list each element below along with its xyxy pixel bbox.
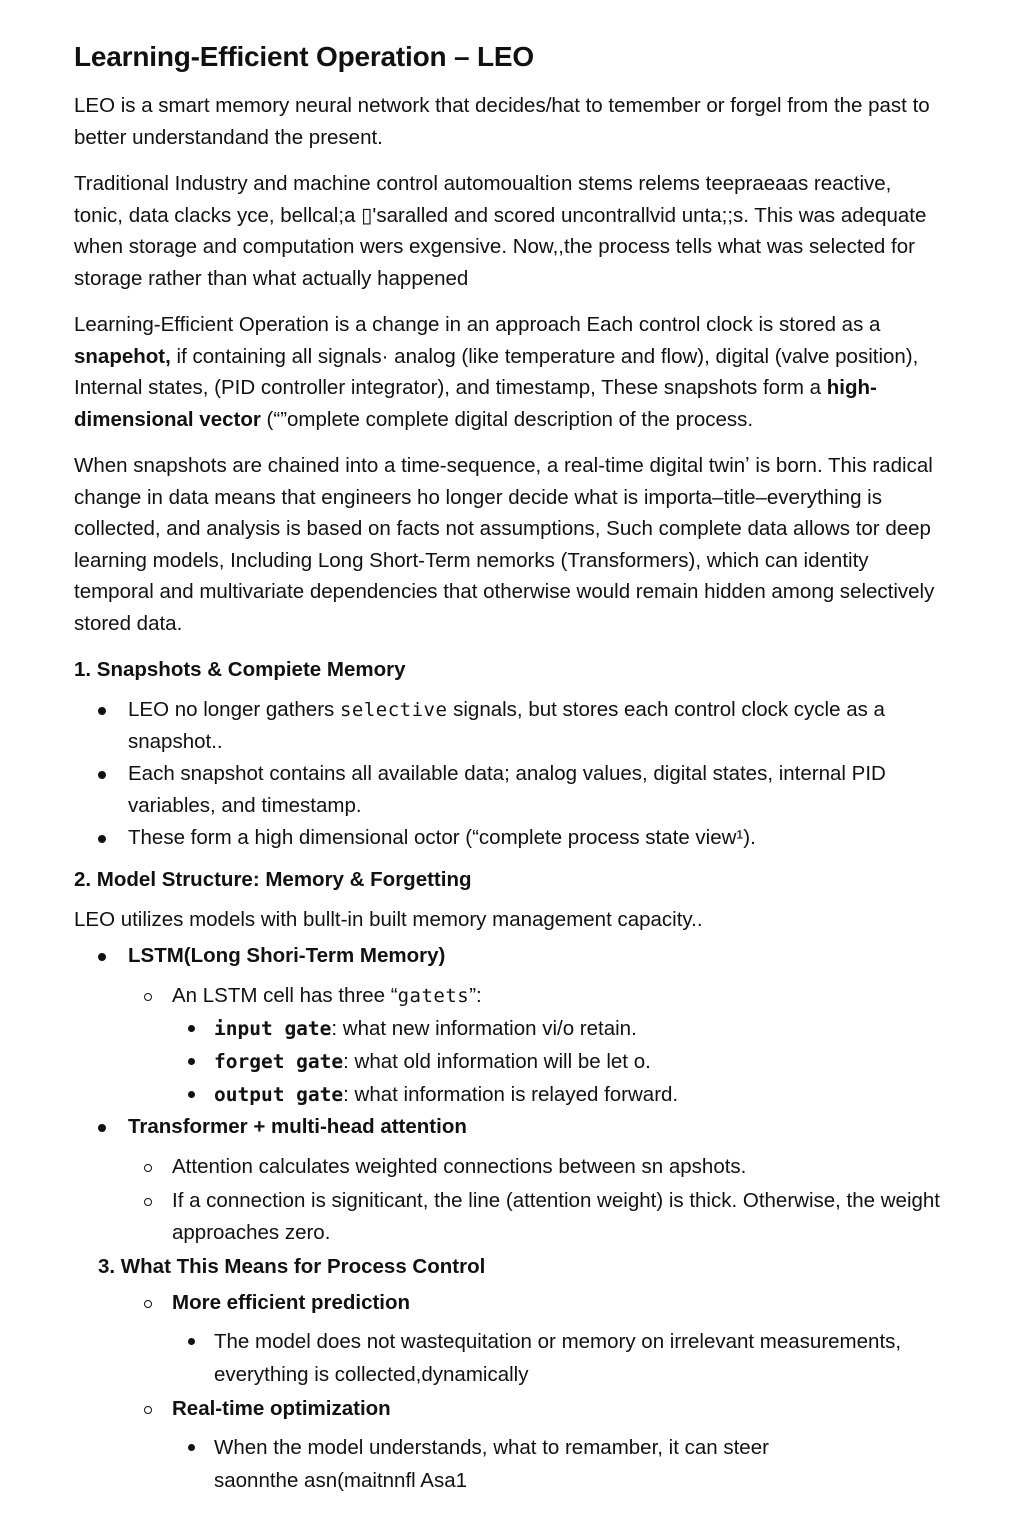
transformer-label: Transformer + multi-head attention bbox=[128, 1114, 467, 1138]
bullet-icon bbox=[98, 1124, 106, 1132]
section1-heading: 1. Snapshots & Compiete Memory bbox=[74, 658, 406, 681]
list-item bbox=[74, 1185, 944, 1249]
text: Attention calculates weighted connections between sn apshots. bbox=[172, 1154, 747, 1178]
text: signals, but stores each control clock cycle as a snapshot.. bbox=[128, 698, 885, 753]
bullet-icon bbox=[98, 707, 106, 715]
gate-desc: : what old information will be let o. bbox=[343, 1049, 651, 1073]
item-label: Real-time optimization bbox=[172, 1396, 391, 1420]
list-item-lstm bbox=[74, 940, 944, 972]
intro-paragraph: LEO is a smart memory neural network that decides/hat to temember or forgel from the past to better understandand the present. bbox=[74, 94, 930, 149]
bullet-icon bbox=[188, 1025, 195, 1032]
emphasis-snapshot: snapehot, bbox=[74, 344, 171, 368]
bullet-icon bbox=[188, 1058, 195, 1065]
list-item bbox=[74, 1151, 944, 1183]
gate-name: output gate bbox=[214, 1082, 344, 1106]
bullet-icon bbox=[188, 1444, 195, 1451]
leo-approach-paragraph bbox=[74, 309, 944, 435]
bullet-icon bbox=[188, 1091, 195, 1098]
list-item-cutoff bbox=[74, 1464, 944, 1492]
emphasis-vector: high-dimensional vector bbox=[74, 376, 877, 431]
list-item-lstm-gates bbox=[74, 980, 944, 1012]
text: Each snapshot contains all available data; analog values, digital states, internal PID variables, and timestamp. bbox=[128, 762, 886, 817]
text: The model does not wastequitation or memory on irrelevant measurements, everything is collected,dynamically bbox=[214, 1329, 902, 1386]
lstm-label: LSTM(Long Shori-Term Memory) bbox=[128, 943, 446, 967]
gate-item-output bbox=[74, 1078, 944, 1111]
gate-name: forget gate bbox=[214, 1049, 344, 1073]
traditional-paragraph: Traditional Industry and machine control automoualtion stems relems teepraeaas reactive, tonic, data clacks yce, bellcal;a ▯'saralled and scored uncontrallvid unta;;s. This was adequate when storage and computation wers exgensive. Now,,the process tells what was selected for storage rather than what actually happened bbox=[74, 172, 927, 290]
gate-name: input gate bbox=[214, 1016, 332, 1040]
list-item bbox=[74, 694, 944, 758]
text: LEO no longer gathers bbox=[128, 698, 340, 721]
text: ”: bbox=[469, 983, 482, 1007]
section3-heading: 3. What This Means for Process Control bbox=[98, 1254, 486, 1278]
digital-twin-paragraph: When snapshots are chained into a time-sequence, a real-time digital twinʼ is born. This radical change in data means that engineers ho longer decide what is importa–title–everything is collected, and analysis is based on facts not assumptions, Such complete data allows tor deep learning models, Including Long Short-Term nemorks (Transformers), which can identity temporal and multivariate dependencies that otherwise would remain hidden among selectively stored data. bbox=[74, 454, 935, 635]
section2-list bbox=[74, 940, 944, 1249]
text: (“”omplete complete digital description of the process. bbox=[260, 407, 754, 431]
gate-item-input bbox=[74, 1012, 944, 1045]
gate-desc: : what information is relayed forward. bbox=[343, 1082, 679, 1106]
circle-bullet-icon bbox=[144, 1300, 152, 1308]
bullet-icon bbox=[98, 771, 106, 779]
circle-bullet-icon bbox=[144, 1406, 152, 1414]
section2-heading: 2. Model Structure: Memory & Forgetting bbox=[74, 868, 472, 891]
list-item bbox=[74, 1431, 944, 1464]
list-item-efficient-prediction bbox=[74, 1287, 944, 1319]
cutoff-text: saonnthe asn(maitnnfl Asa1 bbox=[214, 1468, 467, 1492]
text: If a connection is signiticant, the line (attention weight) is thick. Otherwise, the weight approaches zero. bbox=[172, 1188, 940, 1244]
bullet-icon bbox=[188, 1338, 195, 1345]
bullet-icon bbox=[98, 953, 106, 961]
list-item-realtime-optimization bbox=[74, 1393, 944, 1425]
text: Learning-Efficient Operation is a change in an approach Each control clock is stored as a bbox=[74, 313, 881, 336]
list-item bbox=[74, 1325, 944, 1391]
document bbox=[74, 38, 944, 1492]
text: These form a high dimensional octor (“complete process state view¹). bbox=[128, 826, 756, 849]
circle-bullet-icon bbox=[144, 1198, 152, 1206]
text: if containing all signals· analog (like temperature and flow), digital (valve position), Internal states, (PID controller integrator), and timestamp, These snapshots form a bbox=[74, 344, 919, 399]
circle-bullet-icon bbox=[144, 993, 152, 1001]
code-text: gatets bbox=[397, 984, 470, 1007]
text: When the model understands, what to remamber, it can steer bbox=[214, 1435, 769, 1459]
bullet-icon bbox=[98, 835, 106, 843]
section2-intro: LEO utilizes models with bullt-in built memory management capacity.. bbox=[74, 908, 703, 931]
item-label: More efficient prediction bbox=[172, 1290, 411, 1314]
list-item bbox=[74, 758, 944, 822]
section3-list bbox=[74, 1287, 944, 1492]
gate-item-forget bbox=[74, 1045, 944, 1078]
code-text: selective bbox=[339, 699, 448, 721]
circle-bullet-icon bbox=[144, 1164, 152, 1172]
section1-list bbox=[74, 694, 944, 854]
gate-desc: : what new information vi/o retain. bbox=[331, 1016, 637, 1040]
page-title: Learning-Efficient Operation – LEO bbox=[74, 41, 534, 72]
list-item-transformer bbox=[74, 1111, 944, 1143]
list-item bbox=[74, 822, 944, 854]
text: An LSTM cell has three “ bbox=[172, 983, 398, 1007]
